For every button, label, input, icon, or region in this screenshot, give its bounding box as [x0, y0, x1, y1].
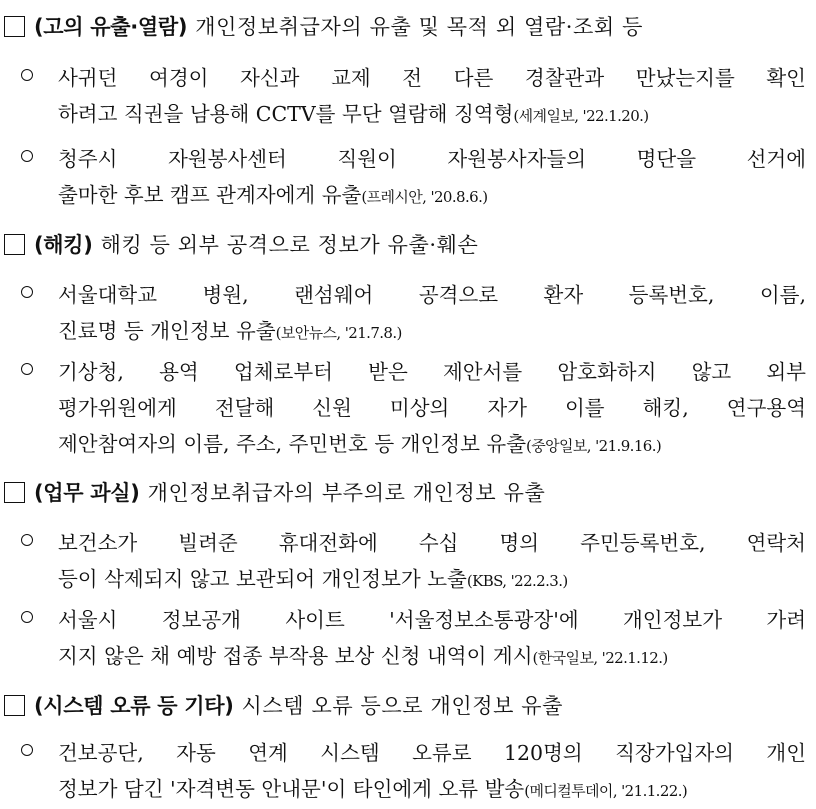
- section-description: 개인정보취급자의 유출 및 목적 외 열람·조회 등: [195, 15, 643, 39]
- section-title: (해킹): [34, 233, 93, 257]
- item-text-line: [58, 96, 806, 132]
- item-text-line: 청주시 자원봉사센터 직원이 자원봉사자들의 명단을 선거에: [58, 147, 806, 171]
- section-title: (고의 유출·열람): [34, 15, 188, 39]
- section-description: 개인정보취급자의 부주의로 개인정보 유출: [147, 481, 546, 505]
- checkbox-icon: [4, 482, 25, 503]
- item-text: 진료명 등 개인정보 유출: [58, 319, 276, 343]
- circle-bullet-icon: [21, 286, 33, 298]
- section-heading: [4, 472, 812, 512]
- checkbox-icon: [4, 16, 25, 37]
- section-title: (시스템 오류 등 기타): [34, 694, 234, 718]
- item-source: (보안뉴스, '21.7.8.): [275, 324, 402, 342]
- item-text-line: [58, 561, 806, 597]
- item-text-line: 평가위원에게 전달해 신원 미상의 자가 이를 해킹, 연구용역: [58, 396, 806, 420]
- item-text: 하려고 직권을 남용해 CCTV를 무단 열람해 징역형: [58, 102, 514, 126]
- section-heading: [4, 685, 812, 725]
- item-text-line: 건보공단, 자동 연계 시스템 오류로 120명의 직장가입자의 개인: [58, 741, 806, 765]
- item-source: (세계일보, '22.1.20.): [513, 107, 649, 125]
- item-source: (메디컬투데이, '21.1.22.): [524, 782, 688, 800]
- circle-bullet-icon: [21, 534, 33, 546]
- item-text: 등이 삭제되지 않고 보관되어 개인정보가 노출: [58, 567, 467, 591]
- item-source: (한국일보, '22.1.12.): [532, 649, 668, 667]
- item-text-line: [58, 426, 806, 462]
- item-text-line: 보건소가 빌려준 휴대전화에 수십 명의 주민등록번호, 연락처: [58, 531, 806, 555]
- checkbox-icon: [4, 695, 25, 716]
- item-text: 정보가 담긴 '자격변동 안내문'이 타인에게 오류 발송: [58, 777, 525, 801]
- circle-bullet-icon: [21, 611, 33, 623]
- item-text-line: [58, 771, 806, 807]
- circle-bullet-icon: [21, 150, 33, 162]
- item-text-line: 서울대학교 병원, 랜섬웨어 공격으로 환자 등록번호, 이름,: [58, 283, 806, 307]
- section-description: 해킹 등 외부 공격으로 정보가 유출·훼손: [100, 233, 479, 257]
- circle-bullet-icon: [21, 69, 33, 81]
- section-description: 시스템 오류 등으로 개인정보 유출: [241, 694, 564, 718]
- item-source: (프레시안, '20.8.6.): [361, 188, 488, 206]
- item-text-line: 서울시 정보공개 사이트 '서울정보소통광장'에 개인정보가 가려: [58, 608, 806, 632]
- section-heading: [4, 6, 812, 46]
- item-source: (중앙일보, '21.9.16.): [526, 437, 662, 455]
- section-heading: [4, 224, 812, 264]
- item-text: 제안참여자의 이름, 주소, 주민번호 등 개인정보 유출: [58, 432, 526, 456]
- section-title: (업무 과실): [34, 481, 140, 505]
- item-text-line: [58, 638, 806, 674]
- item-source: (KBS, '22.2.3.): [466, 572, 568, 590]
- item-text-line: 사귀던 여경이 자신과 교제 전 다른 경찰관과 만났는지를 확인: [58, 66, 806, 90]
- circle-bullet-icon: [21, 363, 33, 375]
- circle-bullet-icon: [21, 744, 33, 756]
- item-text: 출마한 후보 캠프 관계자에게 유출: [58, 183, 362, 207]
- item-text-line: [58, 313, 806, 349]
- item-text: 지지 않은 채 예방 접종 부작용 보상 신청 내역이 게시: [58, 644, 533, 668]
- item-text-line: 기상청, 용역 업체로부터 받은 제안서를 암호화하지 않고 외부: [58, 360, 806, 384]
- item-text-line: [58, 177, 806, 213]
- checkbox-icon: [4, 234, 25, 255]
